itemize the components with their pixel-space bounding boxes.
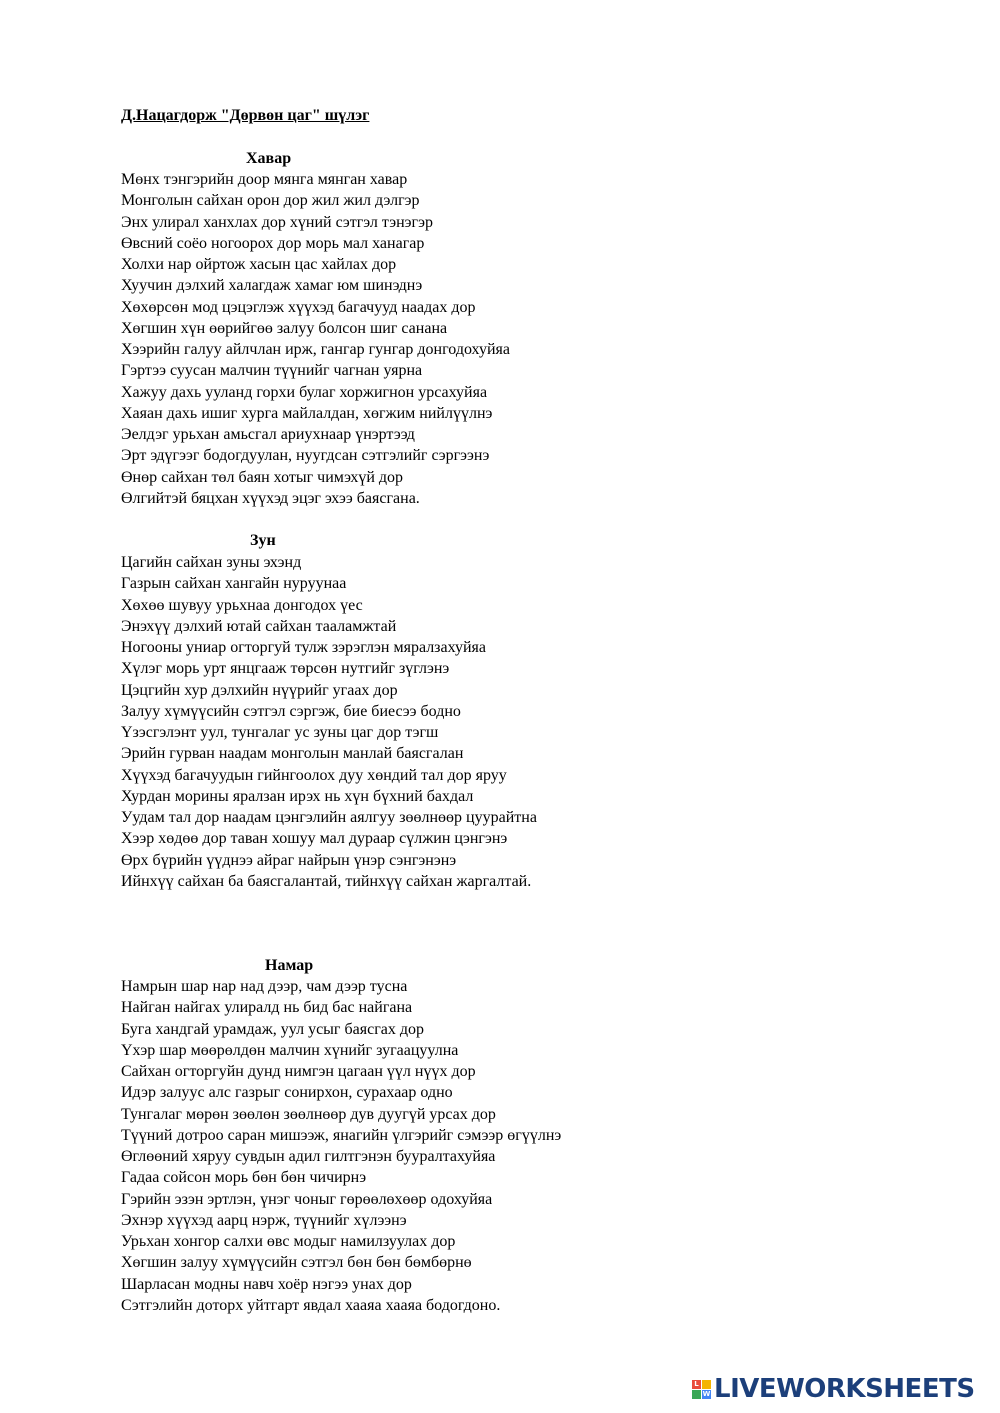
- logo-mark-tile: W: [702, 1389, 711, 1398]
- logo-mark-tile: [692, 1390, 701, 1399]
- poem-line: Хөгшин хүн өөрийгөө залуу болсон шиг санана: [121, 319, 448, 337]
- poem-line: Холхи нар ойртож хасын цас хайлах дор: [121, 256, 397, 273]
- poem-line: Үхэр шар мөөрөлдөн малчин хүнийг зугаацуулна: [121, 1041, 459, 1059]
- poem-line: Хаяан дахь ишиг хурга майлалдан, хөгжим нийлүүлнэ: [121, 404, 493, 422]
- document-title: Д.Нацагдорж "Дөрвөн цаг" шүлэг: [121, 107, 370, 124]
- poem-line: Мөнх тэнгэрийн доор мянга мянган хавар: [121, 171, 408, 188]
- poem-line: Идэр залуус алс газрыг сонирхон, сурахаар одно: [121, 1084, 453, 1102]
- poem-line: Урьхан хонгор салхи өвс модыг намилзуулах дор: [121, 1233, 456, 1250]
- poem-line: Залуу хүмүүсийн сэтгэл сэргэж, бие биесээ бодно: [121, 702, 461, 720]
- poem-line: Намрын шар нар над дээр, чам дээр тусна: [121, 978, 408, 995]
- stanza-summer: [121, 552, 537, 892]
- poem-line: Өглөөний хяруу сувдын адил гилтгэнэн бууралтахуйяа: [121, 1148, 496, 1165]
- poem-line: Буга хандгай урамдаж, уул усыг баясгах дор: [121, 1020, 424, 1038]
- logo-mark-tile: [702, 1380, 711, 1389]
- poem-line: Өвсний соёо ногоорох дор морь мал ханагар: [121, 234, 425, 252]
- poem-line: Өрх бүрийн үүднээ айраг найрын үнэр сэнгэнэнэ: [121, 851, 457, 869]
- stanza-spring: [121, 169, 510, 509]
- poem-line: Өнөр сайхан төл баян хотыг чимэхүй дор: [121, 468, 404, 486]
- poem-line: Найган найгах улиралд нь бид бас найгана: [121, 999, 413, 1017]
- section-heading-spring: Хавар: [246, 150, 292, 167]
- poem-line: Хүүхэд багачуудын гийнгоолох дуу хөндий тал дор яруу: [121, 766, 507, 784]
- poem-line: Гэрийн эзэн эртлэн, үнэг чоныг гөрөөлөхөөр одохуйяа: [121, 1190, 493, 1208]
- poem-line: Ийнхүү сайхан ба баясгалантай, тийнхүү сайхан жаргалтай.: [121, 872, 532, 890]
- section-heading-summer: Зун: [250, 532, 276, 549]
- logo-mark-tile: L: [692, 1380, 701, 1389]
- poem-line: Хөхөрсөн мод цэцэглэж хүүхэд багачууд наадах дор: [121, 298, 476, 316]
- poem-line: Гэртээ суусан малчин түүнийг чагнан уярна: [121, 362, 423, 380]
- poem-line: Хээр хөдөө дор таван хошуу мал дураар сүлжин цэнгэнэ: [121, 830, 508, 848]
- poem-line: Хүлэг морь урт янцгааж төрсөн нутгийг зүглэнэ: [121, 660, 450, 678]
- poem-line: Үзэсгэлэнт уул, тунгалаг ус зуны цаг дор тэгш: [121, 724, 439, 741]
- poem-line: Гадаа сойсон морь бөн бөн чичирнэ: [121, 1169, 367, 1187]
- poem-line: Хээрийн галуу айлчлан ирж, гангар гунгар донгодохуйяа: [121, 341, 510, 358]
- poem-line: Түүний дотроо саран мишээж, янагийн үлгэрийг сэмээр өгүүлнэ: [121, 1126, 562, 1144]
- liveworksheets-logo-text: LIVEWORKSHEETS: [714, 1374, 975, 1404]
- poem-line: Ногооны униар огторгуй тулж зэрэглэн мяралзахуйяа: [121, 639, 487, 656]
- poem-line: Цагийн сайхан зуны эхэнд: [121, 554, 302, 571]
- poem-line: Тунгалаг мөрөн зөөлөн зөөлнөөр дув дуугүй урсах дор: [121, 1105, 496, 1123]
- poem-line: Монголын сайхан орон дор жил жил дэлгэр: [121, 192, 420, 210]
- poem-line: Өлгийтэй бяцхан хүүхэд эцэг эхээ баясгана.: [121, 489, 420, 507]
- liveworksheets-logo-icon: [692, 1380, 711, 1399]
- poem-line: Сэтгэлийн доторх уйтгарт явдал хааяа хааяа бодогдоно.: [121, 1296, 501, 1314]
- poem-line: Шарласан модны навч хоёр нэгээ унах дор: [121, 1275, 412, 1293]
- section-heading-autumn: Намар: [265, 957, 314, 974]
- poem-line: Эелдэг урьхан амьсгал ариухнаар үнэртээд: [121, 426, 415, 443]
- poem-line: Эрт эдүгээг бодогдуулан, нуугдсан сэтгэлийг сэргээнэ: [121, 447, 490, 465]
- poem-line: Хажуу дахь ууланд горхи булаг хоржигнон урсахуйяа: [121, 383, 488, 401]
- poem-line: Эрийн гурван наадам монголын манлай баясгалан: [121, 745, 464, 763]
- poem-line: Газрын сайхан хангайн нуруунаа: [121, 575, 347, 593]
- poem-line: Хурдан морины яралзан ирэх нь хүн бүхний бахдал: [121, 787, 474, 805]
- stanza-autumn: [121, 976, 561, 1316]
- poem-line: Уудам тал дор наадам цэнгэлийн аялгуу зөөлнөөр цуурайтна: [121, 809, 537, 826]
- liveworksheets-logo: [692, 1374, 975, 1404]
- poem-line: Энх улирал ханхлах дор хүний сэтгэл тэнэгэр: [121, 213, 433, 231]
- poem-line: Хөхөө шувуу урьхнаа донгодох үес: [121, 596, 363, 614]
- poem-line: Хуучин дэлхий халагдаж хамаг юм шинэднэ: [121, 277, 423, 295]
- poem-line: Цэцгийн хур дэлхийн нүүрийг угаах дор: [121, 681, 398, 699]
- poem-line: Хөгшин залуу хүмүүсийн сэтгэл бөн бөн бөмбөрнө: [121, 1254, 472, 1272]
- poem-line: Эхнэр хүүхэд аарц нэрж, түүнийг хүлээнэ: [121, 1211, 407, 1229]
- poem-line: Сайхан огторгуйн дунд нимгэн цагаан үүл нүүх дор: [121, 1063, 476, 1080]
- poem-line: Энэхүү дэлхий ютай сайхан тааламжтай: [121, 617, 397, 635]
